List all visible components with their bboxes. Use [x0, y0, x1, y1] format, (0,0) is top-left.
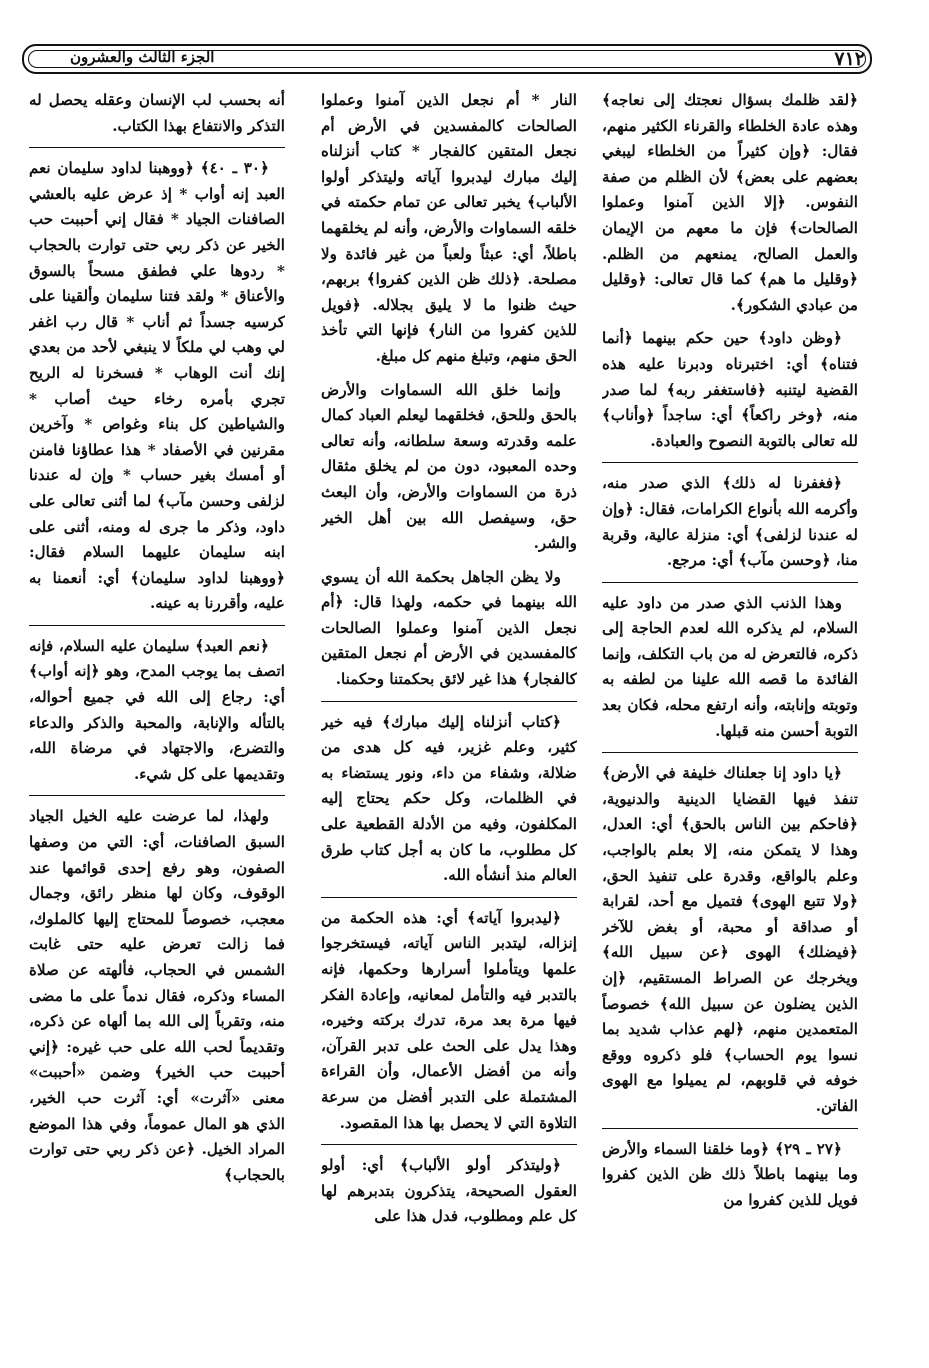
divider — [602, 462, 858, 463]
paragraph: النار * أم نجعل الذين آمنوا وعملوا الصالحات كالمفسدين في الأرض أم نجعل المتقين كالفجار * كتاب أنزلناه إليك مبارك ليدبروا آياته وليتذكر أولوا الألباب﴾ يخبر تعالى عن تمام حكمته في خلقه السماوات والأرض، وأنه لم يخلقهما باطلاً، أي: عبثاً ولعباً من غير فائدة ولا مصلحة. ﴿ذلك ظن الذين كفروا﴾ بربهم، حيث ظنوا ما لا يليق بجلاله. ﴿فويل للذين كفروا من النار﴾ فإنها التي تأخذ الحق منهم، وتبلغ منهم كل مبلغ. — [321, 91, 577, 365]
page-number: ٧١٢ — [834, 48, 865, 70]
divider — [602, 752, 858, 753]
paragraph: ﴿وظن داود﴾ حين حكم بينهما ﴿أنما فتناه﴾ أي: اختبرناه ودبرنا عليه هذه القضية ليتنبه ﴿فاستغفر ربه﴾ لما صدر منه، ﴿وخر راكعاً﴾ أي: ساجداً ﴿وأناب﴾ لله تعالى بالتوبة النصوح والعبادة. — [602, 329, 858, 450]
divider — [602, 1128, 858, 1129]
paragraph: ﴿٢٧ ـ ٢٩﴾ ﴿وما خلقنا السماء والأرض وما بينهما باطلاً ذلك ظن الذين كفروا فويل للذين كفروا من — [602, 1139, 858, 1209]
paragraph: ولا يظن الجاهل بحكمة الله أن يسوي الله بينهما في حكمه، ولهذا قال: ﴿أم نجعل الذين آمنوا وعملوا الصالحات كالمفسدين في الأرض أم نجعل المتقين كالفجار﴾ هذا غير لائق بحكمتنا وحكمنا. — [321, 567, 577, 689]
paragraph: ﴿٣٠ ـ ٤٠﴾ ﴿ووهبنا لداود سليمان نعم العبد إنه أواب * إذ عرض عليه بالعشي الصافنات الجياد * فقال إني أحببت حب الخير عن ذكر ربي حتى توارت بالحجاب * ردوها علي فطفق مسحاً بالسوق والأعناق * ولقد فتنا سليمان وألقينا على كرسيه جسداً ثم أناب * قال رب اغفر لي وهب لي ملكاً لا ينبغي لأحد من بعدي إنك أنت الوهاب * فسخرنا له الريح تجري بأمره رخاء حيث أصاب * والشياطين كل بناء وغواص * وآخرين مقرنين في الأصفاد * هذا عطاؤنا فامنن أو أمسك بغير حساب * وإن له عندنا لزلفى وحسن مآب﴾ لما أثنى تعالى على داود، وذكر ما جرى له ومنه، أثنى على ابنه سليمان عليهما السلام فقال: ﴿ووهبنا لداود سليمان﴾ أي: أنعمنا به عليه، وأقررنا به عينه. — [29, 159, 285, 613]
paragraph: أنه بحسب لب الإنسان وعقله يحصل له التذكر والانتفاع بهذا الكتاب. — [29, 91, 285, 135]
paragraph: ﴿لقد ظلمك بسؤال نعجتك إلى نعاجه﴾ وهذه عادة الخلطاء والقرناء الكثير منهم، فقال: ﴿وإن كثيراً من الخلطاء ليبغي بعضهم على بعض﴾ لأن الظلم من صفة النفوس. ﴿إلا الذين آمنوا وعملوا الصالحات﴾ فإن ما معهم من الإيمان والعمل الصالح، يمنعهم من الظلم. ﴿وقليل ما هم﴾ كما قال تعالى: ﴿وقليل من عبادي الشكور﴾. — [602, 91, 858, 314]
paragraph: وهذا الذنب الذي صدر من داود عليه السلام، لم يذكره الله لعدم الحاجة إلى ذكره، فالتعرض له من باب التكلف، وإنما الفائدة ما قصه الله علينا من لطفه به وتوبته وإنابته، وأنه ارتفع محله، فكان بعد التوبة أحسن منه قبلها. — [602, 593, 858, 740]
divider — [29, 795, 285, 796]
divider — [321, 897, 577, 898]
divider — [602, 582, 858, 583]
part-title: الجزء الثالث والعشرون — [70, 48, 215, 66]
paragraph: ﴿نعم العبد﴾ سليمان عليه السلام، فإنه اتصف بما يوجب المدح، وهو ﴿إنه أواب﴾ أي: رجاع إلى الله في جميع أحواله، بالتأله والإنابة، والمحبة والذكر والدعاء والتضرع، والاجتهاد في مرضاة الله، وتقديمها على كل شيء. — [29, 636, 285, 783]
divider — [321, 701, 577, 702]
paragraph: ولهذا، لما عرضت عليه الخيل الجياد السبق الصافنات، أي: التي من وصفها الصفون، وهو رفع إحدى قوائمها عند الوقوف، وكان لها منظر رائق، وجمال معجب، خصوصاً للمحتاج إليها كالملوك، فما زالت تعرض عليه حتى غابت الشمس في الحجاب، فألهته عن صلاة المساء وذكره، فقال ندماً على ما مضى منه، وتقرباً إلى الله بما ألهاه عن ذكره، وتقديماً لحب الله على حب غيره: ﴿إني أحببت حب الخير﴾ وضمن «أحببت» معنى «آثرت» أي: آثرت حب الخير، الذي هو المال عموماً، وفي هذا الموضع المراد الخيل. ﴿عن ذكر ربي حتى توارت بالحجاب﴾ — [29, 807, 285, 1184]
divider — [29, 147, 285, 148]
paragraph: ﴿يا داود إنا جعلناك خليفة في الأرض﴾ تنفذ فيها القضايا الدينية والدنيوية، ﴿فاحكم بين الناس بالحق﴾ أي: العدل، وهذا لا يتمكن منه، إلا بعلم بالواجب، وعلم بالواقع، وقدرة على تنفيذ الحق، ﴿ولا تتبع الهوى﴾ فتميل مع أحد، لقرابة أو صداقة أو محبة، أو بغض للآخر ﴿فيضلك﴾ الهوى ﴿عن سبيل الله﴾ ويخرجك عن الصراط المستقيم، ﴿إن الذين يضلون عن سبيل الله﴾ خصوصاً المتعمدين منهم، ﴿لهم عذاب شديد بما نسوا يوم الحساب﴾ فلو ذكروه ووقع خوفه في قلوبهم، لم يميلوا مع الهوى الفاتن. — [602, 764, 858, 1115]
column-middle — [321, 88, 577, 1360]
paragraph: ﴿كتاب أنزلناه إليك مبارك﴾ فيه خير كثير، وعلم غزير، فيه كل هدى من ضلالة، وشفاء من داء، ونور يستضاء به في الظلمات، وكل حكم يحتاج إليه المكلفون، وفيه من الأدلة القطعية على كل مطلوب، ما كان به أجل كتاب طرق العالم منذ أنشأه الله. — [321, 712, 577, 885]
paragraph: ﴿فغفرنا له ذلك﴾ الذي صدر منه، وأكرمه الله بأنواع الكرامات، فقال: ﴿وإن له عندنا لزلفى﴾ أي: منزلة عالية، وقربة منا، ﴿وحسن مآب﴾ أي: مرجع. — [602, 474, 858, 570]
column-left — [29, 88, 285, 1360]
paragraph: ﴿ليدبروا آياته﴾ أي: هذه الحكمة من إنزاله، ليتدبر الناس آياته، فيستخرجوا علمها ويتأملوا أسرارها وحكمها، فإنه بالتدبر فيه والتأمل لمعانيه، وإعادة الفكر فيها مرة بعد مرة، تدرك بركته وخيره، وهذا يدل على الحث على تدبر القرآن، وأنه من أفضل الأعمال، وأن القراءة المشتملة على التدبر أفضل من سرعة التلاوة التي لا يحصل بها هذا المقصود. — [321, 908, 577, 1132]
column-right — [602, 88, 858, 1360]
divider — [29, 625, 285, 626]
divider — [321, 1144, 577, 1145]
paragraph: ﴿وليتذكر أولو الألباب﴾ أي: أولو العقول الصحيحة، يتذكرون بتدبرهم لها كل علم ومطلوب، فدل هذا على — [321, 1156, 577, 1226]
paragraph: وإنما خلق الله السماوات والأرض بالحق وللحق، فخلقهما ليعلم العباد كمال علمه وقدرته وسعة سلطانه، وأنه تعالى وحده المعبود، دون من لم يخلق مثقال ذرة من السماوات والأرض، وأن البعث حق، وسيفصل الله بين أهل الخير والشر. — [321, 380, 577, 553]
